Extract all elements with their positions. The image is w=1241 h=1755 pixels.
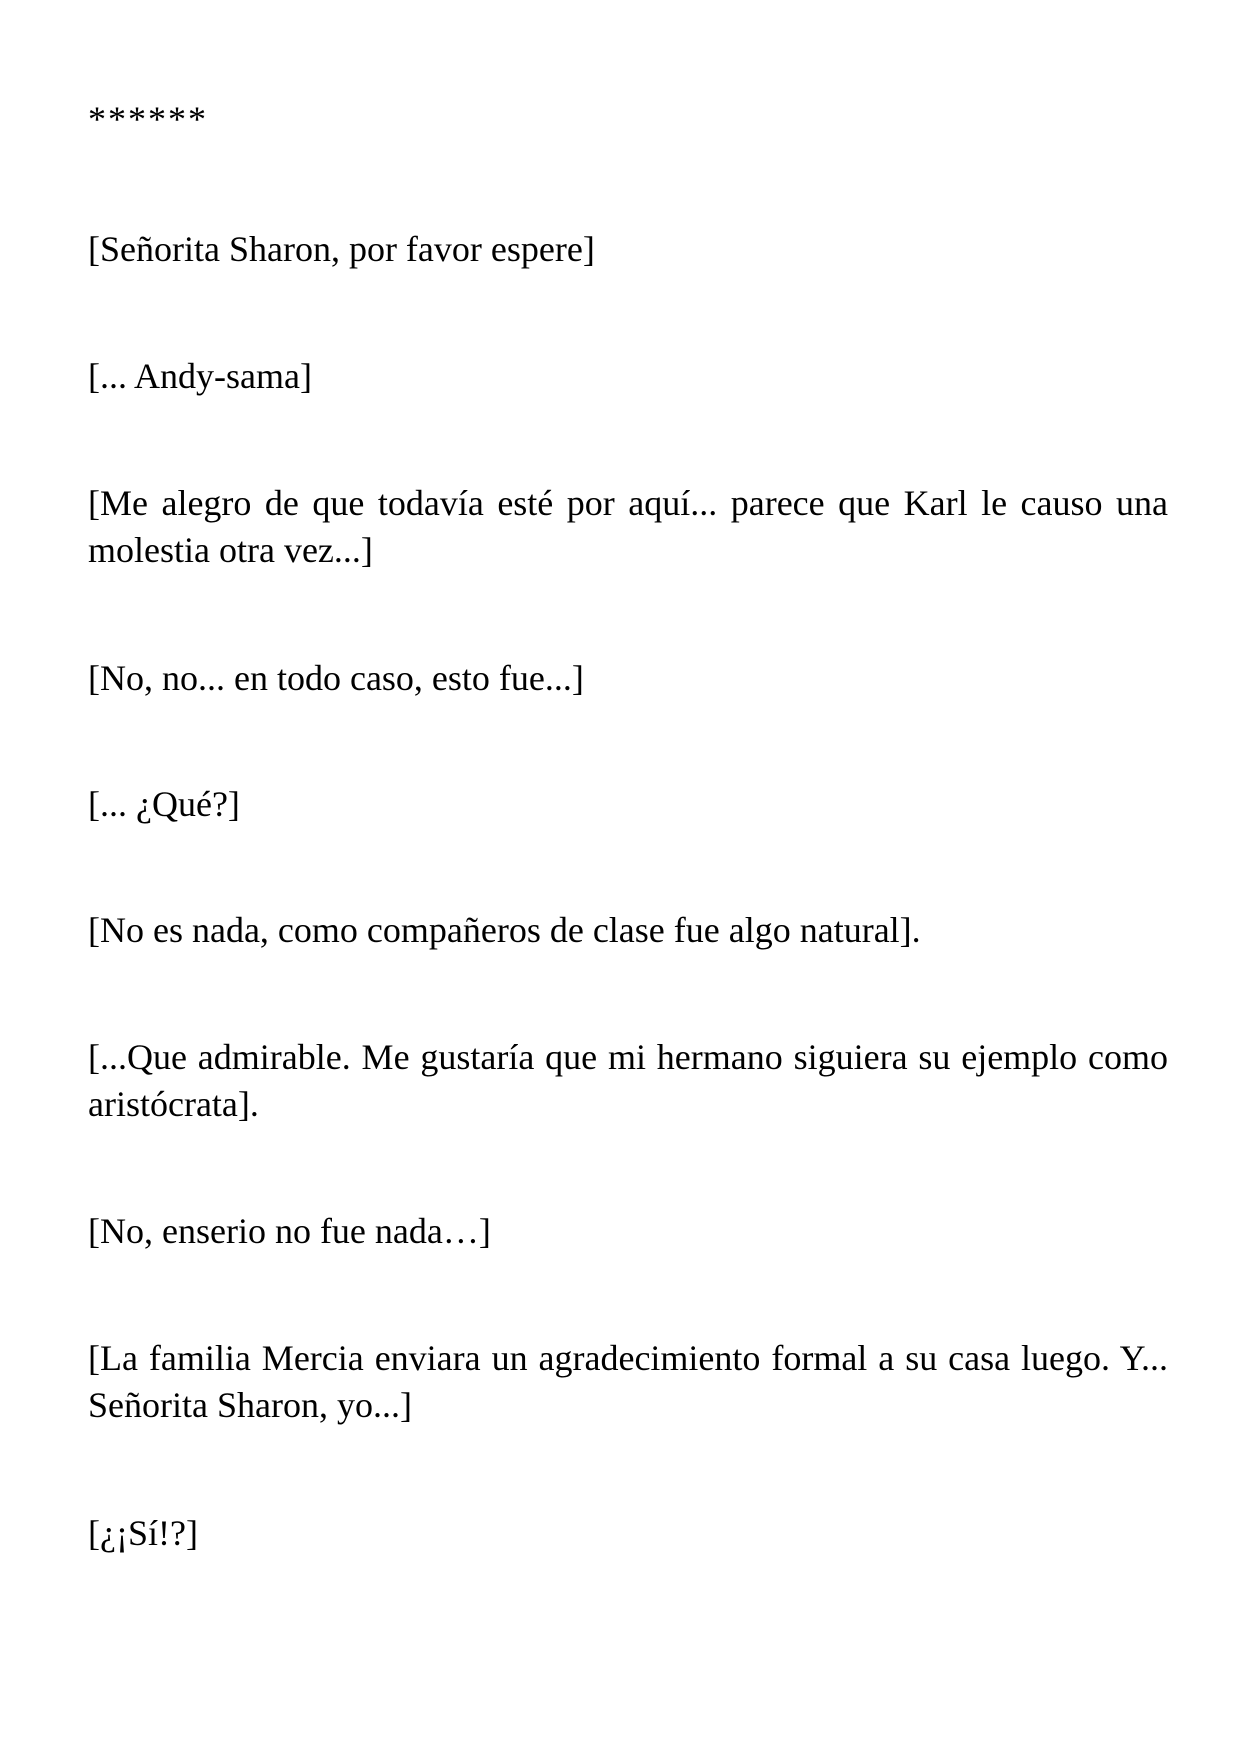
dialogue-paragraph-9: [La familia Mercia enviara un agradecimiento formal a su casa luego. Y... Señorita Sharon, yo...] (88, 1338, 1168, 1425)
dialogue-paragraph-2: [... Andy-sama] (88, 356, 312, 396)
dialogue-paragraph-5: [... ¿Qué?] (88, 784, 240, 824)
dialogue-paragraph-6: [No es nada, como compañeros de clase fue algo natural]. (88, 910, 921, 950)
dialogue-paragraph-3: [Me alegro de que todavía esté por aquí... parece que Karl le causo una molestia otra vez...] (88, 483, 1168, 570)
dialogue-paragraph-4: [No, no... en todo caso, esto fue...] (88, 658, 584, 698)
dialogue-paragraph-10: [¿¡Sí!?] (88, 1513, 198, 1553)
scene-separator: ****** (88, 99, 208, 139)
dialogue-paragraph-7: [...Que admirable. Me gustaría que mi hermano siguiera su ejemplo como aristócrata]. (88, 1037, 1168, 1124)
dialogue-paragraph-8: [No, enserio no fue nada…] (88, 1211, 491, 1251)
dialogue-paragraph-1: [Señorita Sharon, por favor espere] (88, 229, 595, 269)
